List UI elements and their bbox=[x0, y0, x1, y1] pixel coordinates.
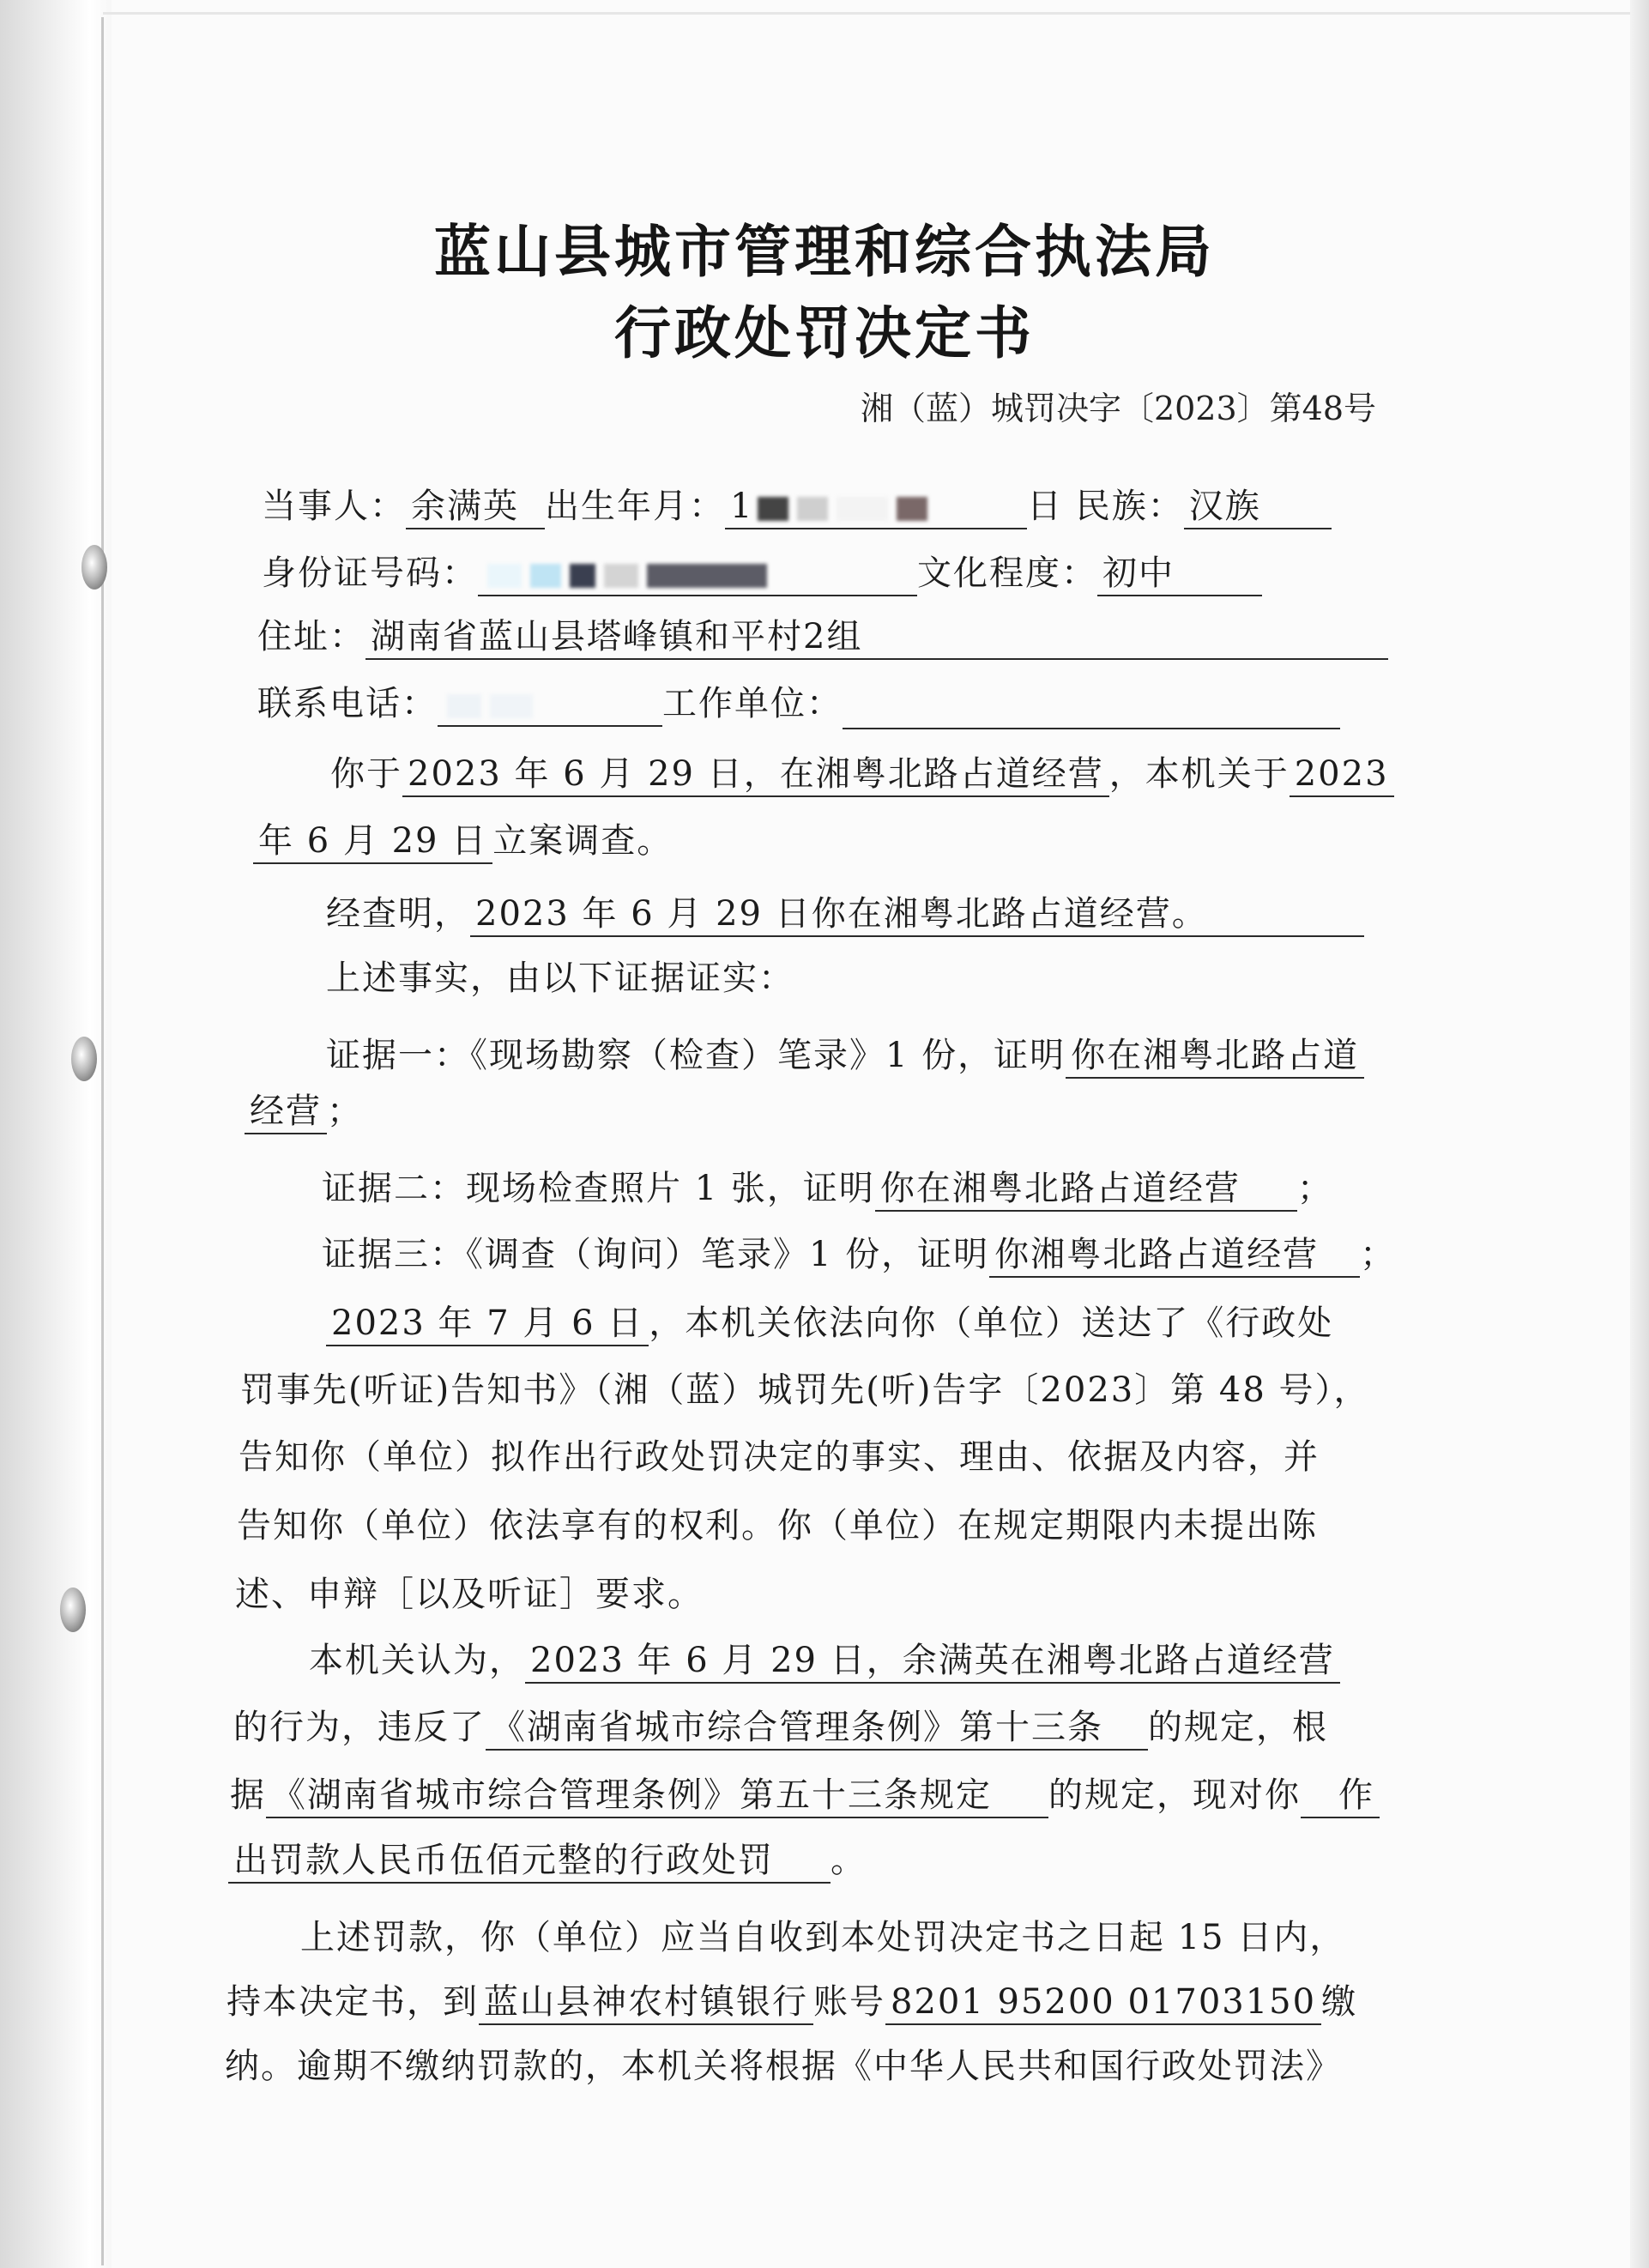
redaction-block bbox=[837, 497, 888, 521]
punch-hole-icon bbox=[82, 545, 107, 590]
document-title: 行政处罚决定书 bbox=[614, 300, 1035, 366]
account-number: 8201 95200 01703150 bbox=[885, 1981, 1321, 2025]
notice-line-2: 罚事先(听证)告知书》（湘（蓝）城罚先(听)告字〔2023〕第 48 号）， bbox=[240, 1370, 1370, 1410]
paragraph-filing-cont: 年 6 月 29 日 立案调查。 bbox=[253, 815, 673, 867]
fine-line-2: 持本决定书，到 蓝山县神农村镇银行 账号 8201 95200 01703150 缴 bbox=[227, 1976, 1357, 2028]
fine-line-1: 上述罚款，你（单位）应当自收到本处罚决定书之日起 15 日内， bbox=[300, 1918, 1346, 1957]
paragraph-filing: 你于 2023 年 6 月 29 日，在湘粤北路占道经营 ，本机关于 2023 bbox=[330, 748, 1394, 800]
evidence-two: 证据二：现场检查照片 1 张，证明 你在湘粤北路占道经营 ； bbox=[322, 1163, 1333, 1214]
fine-line-3: 纳。逾期不缴纳罚款的，本机关将根据《中华人民共和国行政处罚法》 bbox=[225, 2047, 1342, 2086]
id-number bbox=[478, 552, 917, 596]
party-line: 当事人： 余满英 出生年月： 1 日 民族： 汉族 bbox=[262, 481, 1332, 532]
penalty-amount: 出罚款人民币伍佰元整的行政处罚 bbox=[228, 1839, 831, 1884]
redaction-block bbox=[570, 564, 595, 588]
decision-line-3: 据 《湖南省城市综合管理条例》第五十三条规定 的规定，现对你 作 bbox=[230, 1769, 1380, 1821]
paragraph-findings: 经查明， 2023 年 6 月 29 日你在湘粤北路占道经营。 bbox=[326, 888, 1364, 940]
evidence-one-cont: 经营 ； bbox=[245, 1086, 363, 1137]
redaction-block bbox=[897, 497, 927, 521]
phone-work-line: 联系电话： 工作单位： bbox=[257, 678, 1340, 729]
punch-hole-icon bbox=[60, 1588, 86, 1632]
notice-line-3: 告知你（单位）拟作出行政处罚决定的事实、理由、依据及内容，并 bbox=[239, 1437, 1320, 1477]
id-education-line: 身份证号码： 文化程度： 初中 bbox=[262, 547, 1262, 599]
decision-line-4: 出罚款人民币伍佰元整的行政处罚 。 bbox=[228, 1835, 867, 1886]
ethnicity: 汉族 bbox=[1184, 485, 1332, 529]
redaction-block bbox=[447, 694, 481, 718]
redaction-block bbox=[530, 564, 561, 588]
evidence-one: 证据一：《现场勘察（检查）笔录》1 份，证明 你在湘粤北路占道 bbox=[326, 1030, 1364, 1081]
decision-line-2: 的行为，违反了 《湖南省城市综合管理条例》第十三条 的规定，根 bbox=[233, 1702, 1328, 1753]
education-level: 初中 bbox=[1097, 552, 1262, 596]
document-number: 湘（蓝）城罚决字〔2023〕第48号 bbox=[860, 390, 1376, 427]
party-name: 余满英 bbox=[406, 485, 545, 529]
redaction-block bbox=[604, 564, 638, 588]
punch-hole-icon bbox=[71, 1037, 97, 1081]
payment-bank: 蓝山县神农村镇银行 bbox=[479, 1981, 813, 2025]
paragraph-evidence-intro: 上述事实，由以下证据证实： bbox=[326, 959, 794, 998]
notice-line-1: 2023 年 7 月 6 日 ，本机关依法向你（单位）送达了《行政处 bbox=[326, 1297, 1333, 1349]
decision-line-1: 本机关认为， 2023 年 6 月 29 日，余满英在湘粤北路占道经营 bbox=[309, 1635, 1340, 1686]
page-top-edge bbox=[103, 12, 1647, 15]
redaction-block bbox=[758, 497, 788, 521]
evidence-three: 证据三：《调查（询问）笔录》1 份，证明 你湘粤北路占道经营 ； bbox=[322, 1229, 1396, 1280]
agency-title: 蓝山县城市管理和综合执法局 bbox=[434, 219, 1215, 285]
work-unit bbox=[843, 688, 1340, 729]
notice-line-4: 告知你（单位）依法享有的权利。你（单位）在规定期限内未提出陈 bbox=[237, 1506, 1318, 1545]
redaction-block bbox=[647, 564, 767, 588]
notice-line-5: 述、申辩［以及听证］要求。 bbox=[235, 1575, 704, 1614]
redaction-block bbox=[487, 564, 522, 588]
phone-number bbox=[438, 682, 662, 727]
birth-date: 1 bbox=[725, 485, 1027, 529]
address: 湖南省蓝山县塔峰镇和平村2组 bbox=[365, 615, 1388, 660]
address-line: 住址： 湖南省蓝山县塔峰镇和平村2组 bbox=[257, 611, 1388, 662]
redaction-block bbox=[490, 694, 533, 718]
redaction-block bbox=[797, 497, 828, 521]
